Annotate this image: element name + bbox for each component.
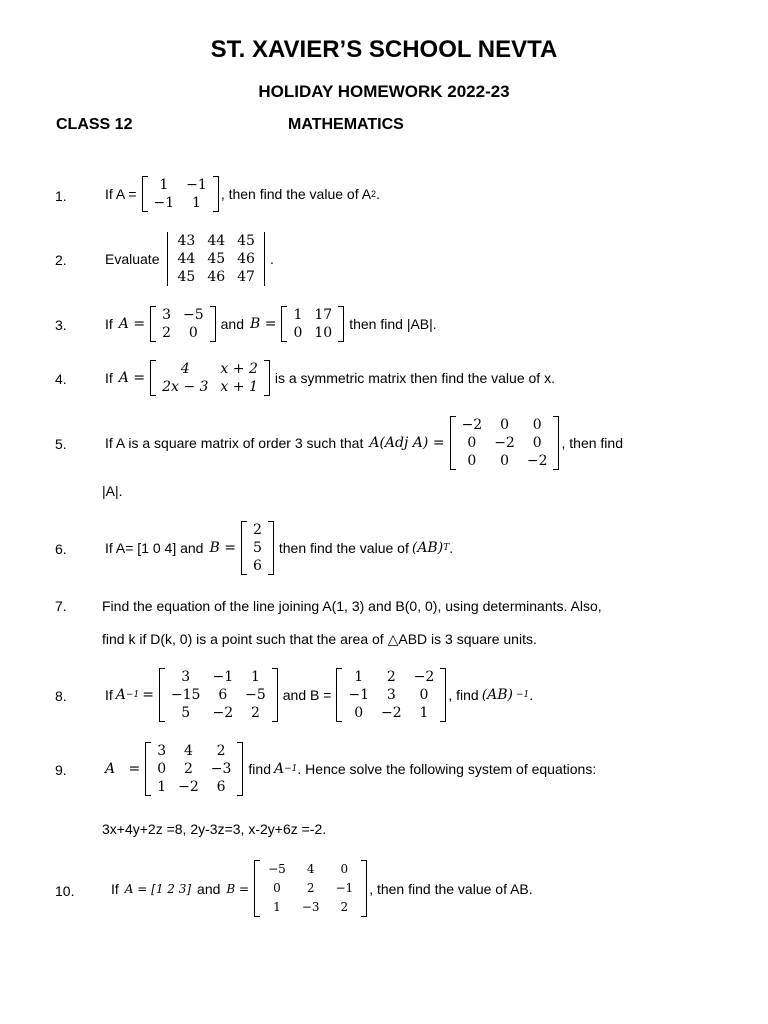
- matrix-cell: 0: [157, 761, 167, 777]
- matrix-cell: 2: [250, 705, 260, 721]
- question-number: 4.: [55, 371, 67, 387]
- matrix-cell: −15: [170, 687, 201, 703]
- matrix-cell: 0: [188, 325, 198, 341]
- question-text: If A =: [105, 186, 137, 202]
- question-text: If A is a square matrix of order 3 such that: [105, 435, 364, 451]
- matrix-cell: −1: [212, 669, 234, 685]
- matrix: [450, 416, 560, 470]
- question-7-line-1: Find the equation of the line joining A(1, 3) and B(0, 0), using determinants. Also,: [102, 598, 602, 614]
- matrix-row: [260, 860, 361, 879]
- matrix-cell: −1: [348, 687, 370, 703]
- matrix-cell: 0: [354, 705, 364, 721]
- exponent: 2: [371, 189, 377, 199]
- matrix-bracket-right: [553, 416, 559, 470]
- exponent: −1: [125, 690, 140, 700]
- matrix-cell: 1: [159, 177, 169, 193]
- matrix-cell: 6: [252, 558, 262, 574]
- matrix-cell: 4: [180, 361, 190, 377]
- matrix: [281, 306, 344, 342]
- matrix-row: [156, 306, 210, 324]
- math-expression: B =: [226, 881, 250, 896]
- matrix-cell: 45: [237, 233, 255, 249]
- matrix-cell: 0: [500, 453, 509, 469]
- matrix-cell: 17: [314, 307, 333, 323]
- matrix-row: [456, 416, 554, 434]
- matrix-row: [247, 539, 268, 557]
- class-label: CLASS 12: [56, 116, 133, 133]
- question-text: then find the value of: [278, 540, 409, 556]
- matrix-cell: 5: [181, 705, 191, 721]
- matrix-bracket-right: [237, 742, 243, 796]
- matrix-cell: 6: [218, 687, 228, 703]
- homework-title: HOLIDAY HOMEWORK 2022-23: [258, 82, 510, 101]
- matrix-row: [156, 378, 264, 396]
- matrix-cell: −2: [178, 779, 199, 795]
- matrix-bracket-right: [272, 668, 278, 722]
- matrix-cell: 1: [419, 705, 429, 721]
- matrix-cell: 2: [216, 743, 226, 759]
- matrix-cell: 45: [207, 251, 226, 267]
- question-4: [102, 360, 558, 396]
- question-1: [102, 176, 380, 212]
- question-text: , then find the value of AB.: [369, 880, 533, 897]
- matrix-bracket-right: [440, 668, 446, 722]
- matrix: [145, 742, 243, 796]
- matrix-grid: [247, 521, 268, 575]
- question-number: 3.: [55, 317, 67, 333]
- subject-label: MATHEMATICS: [288, 116, 404, 133]
- matrix-row: [171, 250, 260, 268]
- matrix-cell: 45: [177, 269, 196, 285]
- question-number: 7.: [55, 598, 67, 614]
- matrix-cell: 1: [273, 900, 281, 914]
- matrix-row: [342, 668, 440, 686]
- question-text: , find: [448, 687, 479, 703]
- matrix-cell: x + 1: [220, 379, 258, 395]
- matrix-cell: 1: [192, 195, 201, 211]
- matrix-cell: 6: [216, 779, 226, 795]
- matrix-cell: −2: [212, 705, 234, 721]
- matrix-cell: −1: [186, 177, 207, 193]
- matrix-bracket-right: [268, 521, 274, 575]
- question-text: .: [269, 251, 274, 267]
- question-7-line-2: find k if D(k, 0) is a point such that the area of △ABD is 3 square units.: [102, 631, 537, 647]
- question-5: [102, 416, 623, 470]
- matrix-cell: −2: [494, 435, 515, 451]
- matrix-grid: [156, 360, 264, 396]
- matrix-cell: 0: [532, 435, 542, 451]
- matrix-grid: [165, 668, 272, 722]
- question-5-continued: |A|.: [102, 483, 123, 499]
- math-expression: A: [273, 761, 285, 777]
- math-expression: A(Adj A) =: [369, 435, 445, 451]
- question-text: and: [197, 880, 221, 897]
- matrix-cell: 2: [386, 669, 396, 685]
- question-number: 6.: [55, 541, 67, 557]
- question-3: [102, 306, 440, 342]
- question-text: . Hence solve the following system of equations:: [297, 761, 597, 777]
- matrix-cell: 0: [467, 435, 477, 451]
- matrix-bracket-right: [361, 860, 367, 917]
- matrix-cell: −2: [413, 669, 435, 685]
- matrix-cell: −1: [153, 195, 175, 211]
- matrix-cell: −5: [183, 307, 204, 323]
- matrix-cell: 1: [157, 779, 167, 795]
- matrix-row: [151, 760, 237, 778]
- matrix-cell: 2: [183, 761, 193, 777]
- matrix-grid: [456, 416, 554, 470]
- question-10: [108, 860, 533, 917]
- matrix-cell: 44: [177, 251, 196, 267]
- matrix-cell: 2: [306, 881, 315, 895]
- matrix-cell: 0: [500, 417, 509, 433]
- matrix-row: [151, 742, 237, 760]
- matrix-row: [171, 268, 260, 286]
- matrix-cell: −3: [210, 761, 232, 777]
- question-text: .: [529, 687, 534, 703]
- math-expression: A: [115, 687, 126, 703]
- determinant-bar-right: [264, 232, 265, 286]
- question-9-equations: 3x+4y+2z =8, 2y-3z=3, x-2y+6z =-2.: [102, 821, 327, 837]
- matrix-cell: 0: [467, 453, 477, 469]
- math-expression: (AB): [411, 540, 444, 556]
- question-text: If: [105, 370, 113, 386]
- matrix-cell: 2: [162, 325, 171, 341]
- question-number: 2.: [55, 252, 67, 268]
- matrix-cell: 46: [207, 269, 226, 285]
- matrix-cell: 3: [181, 669, 191, 685]
- equals-sign: =: [142, 687, 154, 703]
- question-2: [102, 232, 274, 286]
- question-text: Evaluate: [105, 251, 160, 267]
- matrix-cell: 46: [237, 251, 255, 267]
- matrix-row: [260, 898, 361, 917]
- question-number: 1.: [55, 188, 67, 204]
- matrix: [142, 176, 219, 212]
- matrix-grid: [342, 668, 440, 722]
- matrix-row: [247, 521, 268, 539]
- matrix-cell: 47: [237, 269, 255, 285]
- math-expression: (AB): [481, 687, 514, 703]
- question-text: , then find: [561, 435, 623, 451]
- question-text: .: [376, 186, 380, 202]
- exponent: −1: [284, 764, 298, 774]
- question-text: is a symmetric matrix then find the value of x.: [274, 370, 555, 386]
- matrix-cell: 3: [386, 687, 396, 703]
- matrix-row: [342, 686, 440, 704]
- matrix-row: [171, 232, 260, 250]
- matrix-row: [342, 704, 440, 722]
- matrix-bracket-right: [338, 306, 344, 342]
- matrix: [159, 668, 278, 722]
- math-expression: A = [1 2 3]: [124, 881, 192, 896]
- question-text: find: [248, 761, 271, 777]
- matrix-row: [247, 557, 268, 575]
- question-number: 5.: [55, 436, 67, 452]
- matrix-cell: 1: [250, 669, 260, 685]
- matrix-row: [456, 434, 554, 452]
- matrix-grid: [171, 232, 260, 286]
- matrix-cell: 0: [273, 881, 281, 895]
- question-8: [102, 668, 533, 722]
- question-text: and B =: [282, 687, 332, 703]
- matrix-cell: 44: [207, 233, 226, 249]
- matrix-bracket-right: [213, 176, 219, 212]
- matrix-grid: [156, 306, 210, 342]
- matrix: [150, 360, 270, 396]
- matrix-cell: 0: [419, 687, 429, 703]
- determinant-bar-left: [167, 232, 168, 286]
- matrix-cell: 0: [293, 325, 303, 341]
- matrix-cell: 1: [354, 669, 364, 685]
- matrix-row: [156, 324, 210, 342]
- matrix-cell: −5: [245, 687, 266, 703]
- matrix: [254, 860, 367, 917]
- matrix-row: [156, 360, 264, 378]
- question-text: .: [449, 540, 454, 556]
- math-expression: A =: [105, 761, 141, 777]
- matrix-cell: 43: [177, 233, 196, 249]
- question-text: If: [105, 687, 113, 703]
- question-text: , then find the value of A: [220, 186, 372, 202]
- matrix-cell: −2: [461, 417, 483, 433]
- matrix-cell: 10: [314, 325, 333, 341]
- question-text: If: [111, 880, 119, 897]
- matrix-row: [165, 704, 272, 722]
- question-text: then find |AB|.: [349, 316, 437, 332]
- matrix-bracket-right: [264, 360, 270, 396]
- question-9: [102, 742, 596, 796]
- matrix-cell: 4: [183, 743, 193, 759]
- matrix-row: [456, 452, 554, 470]
- matrix-row: [165, 668, 272, 686]
- matrix-cell: 4: [306, 862, 315, 876]
- question-number: 8.: [55, 688, 67, 704]
- matrix-cell: −2: [526, 453, 548, 469]
- matrix-cell: 1: [293, 307, 303, 323]
- matrix-row: [148, 176, 213, 194]
- matrix-row: [165, 686, 272, 704]
- matrix: [241, 521, 274, 575]
- matrix-cell: 2: [252, 522, 262, 538]
- matrix-grid: [151, 742, 237, 796]
- determinant: [164, 232, 267, 286]
- matrix-cell: −1: [335, 881, 354, 895]
- matrix-bracket-right: [210, 306, 216, 342]
- question-text: If A= [1 0 4] and: [105, 540, 204, 556]
- matrix-row: [151, 778, 237, 796]
- matrix-cell: x + 2: [220, 361, 258, 377]
- math-expression: B =: [209, 540, 236, 556]
- math-expression: B =: [250, 316, 277, 332]
- matrix-cell: −3: [301, 900, 320, 914]
- math-expression: A =: [118, 370, 146, 386]
- question-6: [102, 521, 453, 575]
- question-number: 9.: [55, 762, 67, 778]
- matrix-cell: 3: [162, 307, 171, 323]
- question-number: 10.: [55, 883, 75, 899]
- matrix-cell: 0: [340, 862, 349, 876]
- matrix-grid: [148, 176, 213, 212]
- exponent: T: [443, 543, 450, 553]
- matrix-cell: 5: [252, 540, 262, 556]
- school-title: ST. XAVIER’S SCHOOL NEVTA: [210, 36, 558, 63]
- matrix-row: [260, 879, 361, 898]
- matrix-cell: 2x − 3: [162, 379, 209, 395]
- matrix-cell: 2: [340, 900, 349, 914]
- exponent: −1: [516, 690, 530, 700]
- matrix-grid: [287, 306, 338, 342]
- matrix: [336, 668, 446, 722]
- matrix-cell: −2: [381, 705, 402, 721]
- math-expression: A =: [118, 316, 146, 332]
- matrix-row: [148, 194, 213, 212]
- matrix-row: [287, 306, 338, 324]
- question-text: and: [220, 316, 244, 332]
- matrix-grid: [260, 860, 361, 917]
- matrix-cell: −5: [268, 862, 286, 876]
- question-text: If: [105, 316, 113, 332]
- matrix: [150, 306, 216, 342]
- matrix-cell: 3: [157, 743, 167, 759]
- matrix-row: [287, 324, 338, 342]
- matrix-cell: 0: [532, 417, 542, 433]
